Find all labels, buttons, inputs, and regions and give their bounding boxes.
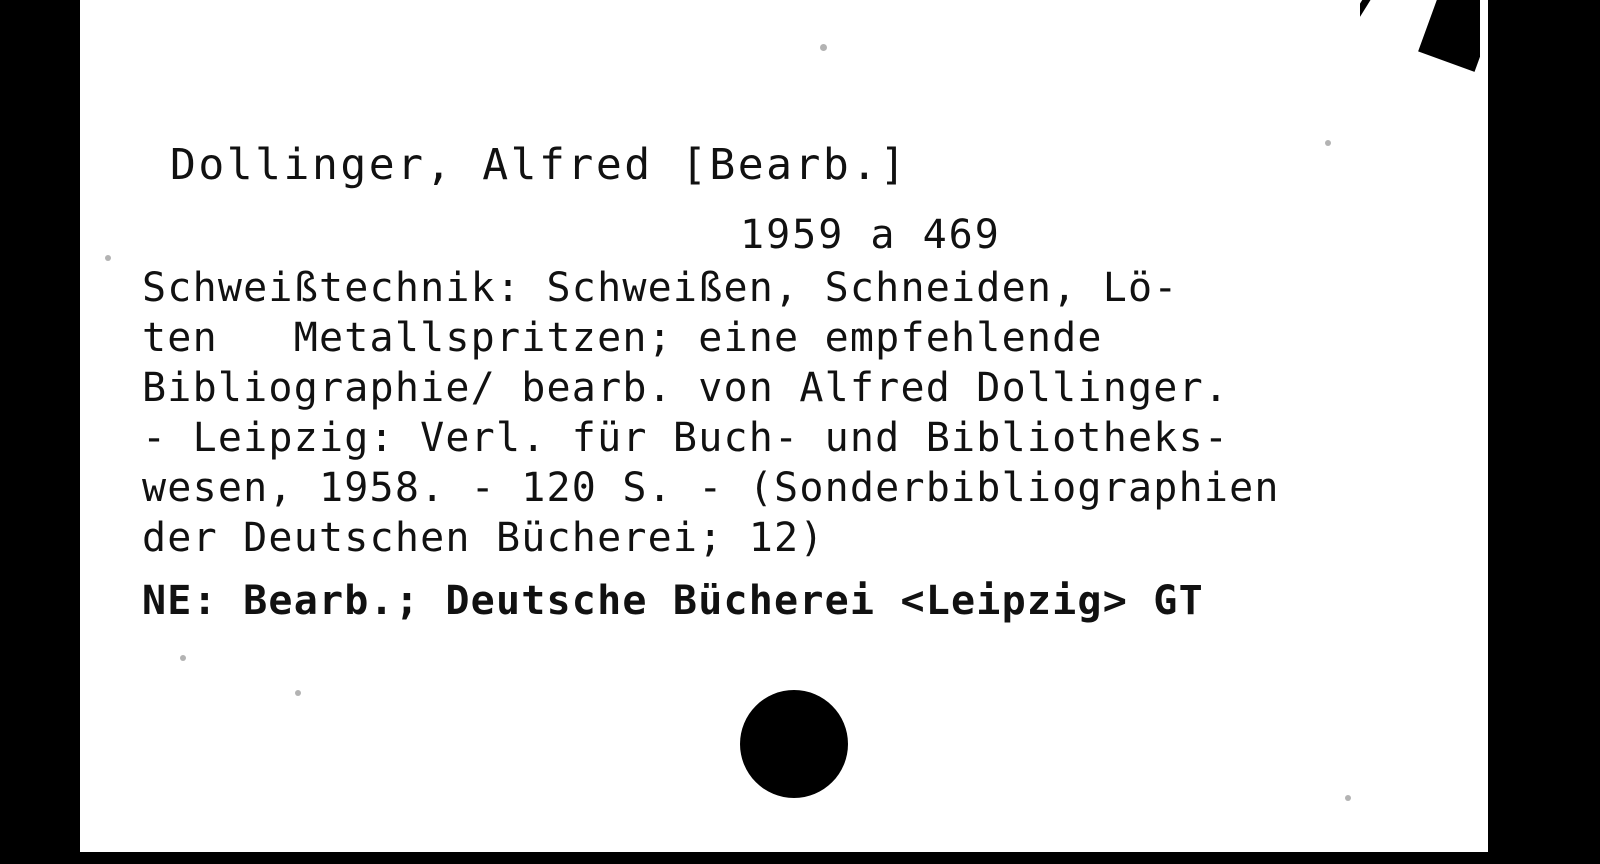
black-dot-mark xyxy=(740,690,848,798)
scan-speck xyxy=(180,655,186,661)
bibliographic-line: Schweißtechnik: Schweißen, Schneiden, Lö- xyxy=(142,265,1179,311)
bibliographic-line: ten Metallspritzen; eine empfehlende xyxy=(142,315,1103,361)
scan-speck xyxy=(820,44,827,51)
scan-speck xyxy=(105,255,111,261)
author-heading: Dollinger, Alfred [Bearb.] xyxy=(170,140,909,190)
shelfmark: 1959 a 469 xyxy=(740,212,1001,258)
bibliographic-line: - Leipzig: Verl. für Buch- und Bibliotheks- xyxy=(142,415,1230,461)
scan-speck xyxy=(295,690,301,696)
bibliographic-line: wesen, 1958. - 120 S. - (Sonderbibliographien xyxy=(142,465,1280,511)
scan-speck xyxy=(1325,140,1331,146)
bibliographic-line: der Deutschen Bücherei; 12) xyxy=(142,515,825,561)
added-entry-line: NE: Bearb.; Deutsche Bücherei <Leipzig> GT xyxy=(142,578,1204,624)
bibliographic-line: Bibliographie/ bearb. von Alfred Dollinger. xyxy=(142,365,1230,411)
catalogue-card xyxy=(80,0,1488,852)
scan-speck xyxy=(1345,795,1351,801)
